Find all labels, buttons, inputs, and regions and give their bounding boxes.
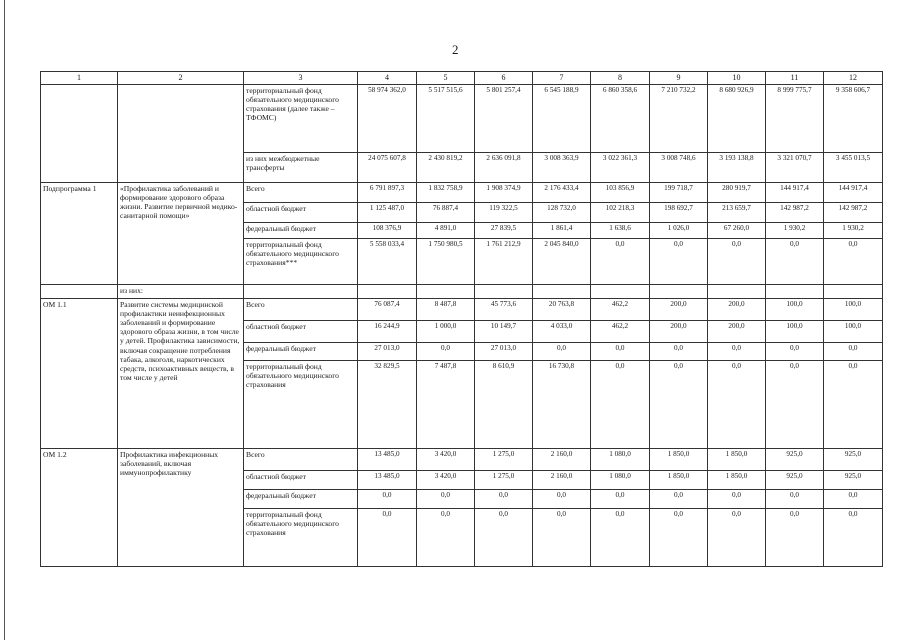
column-header: 3 <box>244 72 358 85</box>
amount-cell: 1 080,0 <box>591 449 650 471</box>
amount-cell: 3 420,0 <box>417 471 475 490</box>
amount-cell: 925,0 <box>824 471 883 490</box>
amount-cell: 1 000,0 <box>417 321 475 343</box>
amount-cell: 100,0 <box>824 321 883 343</box>
amount-cell: 925,0 <box>824 449 883 471</box>
program-name-cell: Развитие системы медицинской профилактики неинфекционных заболеваний и формирование здорового образа жизни, в том числе у детей. Профилактика зависимости, включая сокращение потребления табака, алкоголя, наркотических средств, психоактивных веществ, в том числе у детей <box>118 299 244 449</box>
funding-source-cell: федеральный бюджет <box>244 490 358 509</box>
column-header: 12 <box>824 72 883 85</box>
amount-cell: 8 999 775,7 <box>766 85 824 153</box>
funding-source-cell: Всего <box>244 183 358 203</box>
amount-cell: 3 008 748,6 <box>650 153 708 183</box>
amount-cell: 13 485,0 <box>358 449 417 471</box>
amount-cell: 200,0 <box>708 299 766 321</box>
amount-cell: 0,0 <box>591 343 650 361</box>
amount-cell: 16 244,9 <box>358 321 417 343</box>
empty-cell <box>708 285 766 299</box>
column-header: 6 <box>475 72 533 85</box>
amount-cell: 27 839,5 <box>475 223 533 239</box>
page-margin-line <box>4 0 5 640</box>
amount-cell: 3 008 363,9 <box>533 153 591 183</box>
amount-cell: 3 321 070,7 <box>766 153 824 183</box>
amount-cell: 128 732,0 <box>533 203 591 223</box>
amount-cell: 925,0 <box>766 449 824 471</box>
amount-cell: 1 850,0 <box>708 449 766 471</box>
amount-cell: 1 832 758,9 <box>417 183 475 203</box>
amount-cell: 3 420,0 <box>417 449 475 471</box>
amount-cell: 45 773,6 <box>475 299 533 321</box>
empty-cell <box>41 285 118 299</box>
column-header: 4 <box>358 72 417 85</box>
column-header: 1 <box>41 72 118 85</box>
amount-cell: 1 080,0 <box>591 471 650 490</box>
column-header: 9 <box>650 72 708 85</box>
amount-cell: 5 801 257,4 <box>475 85 533 153</box>
amount-cell: 3 455 013,5 <box>824 153 883 183</box>
column-header: 7 <box>533 72 591 85</box>
amount-cell: 0,0 <box>650 490 708 509</box>
budget-table <box>40 71 883 567</box>
amount-cell: 0,0 <box>533 509 591 567</box>
amount-cell: 462,2 <box>591 321 650 343</box>
program-code-cell: ОМ 1.2 <box>41 449 118 567</box>
empty-cell <box>824 285 883 299</box>
amount-cell: 1 930,2 <box>824 223 883 239</box>
amount-cell: 200,0 <box>650 321 708 343</box>
amount-cell: 1 861,4 <box>533 223 591 239</box>
amount-cell: 119 322,5 <box>475 203 533 223</box>
funding-source-cell: областной бюджет <box>244 203 358 223</box>
funding-source-cell: Всего <box>244 299 358 321</box>
amount-cell: 0,0 <box>417 490 475 509</box>
amount-cell: 0,0 <box>824 509 883 567</box>
column-header: 8 <box>591 72 650 85</box>
amount-cell: 0,0 <box>766 343 824 361</box>
amount-cell: 144 917,4 <box>824 183 883 203</box>
empty-cell <box>417 285 475 299</box>
amount-cell: 0,0 <box>358 490 417 509</box>
amount-cell: 0,0 <box>708 239 766 285</box>
amount-cell: 198 692,7 <box>650 203 708 223</box>
amount-cell: 142 987,2 <box>766 203 824 223</box>
empty-cell <box>244 285 358 299</box>
amount-cell: 0,0 <box>650 361 708 449</box>
amount-cell: 4 033,0 <box>533 321 591 343</box>
amount-cell: 1 761 212,9 <box>475 239 533 285</box>
amount-cell: 100,0 <box>766 321 824 343</box>
program-name-cell <box>118 85 244 183</box>
amount-cell: 0,0 <box>650 239 708 285</box>
amount-cell: 0,0 <box>824 343 883 361</box>
amount-cell: 0,0 <box>708 490 766 509</box>
amount-cell: 0,0 <box>591 509 650 567</box>
amount-cell: 0,0 <box>824 490 883 509</box>
funding-source-cell: областной бюджет <box>244 321 358 343</box>
amount-cell: 0,0 <box>591 361 650 449</box>
amount-cell: 100,0 <box>766 299 824 321</box>
column-header: 5 <box>417 72 475 85</box>
page-number: 2 <box>452 42 459 57</box>
funding-source-cell: Всего <box>244 449 358 471</box>
amount-cell: 6 860 358,6 <box>591 85 650 153</box>
amount-cell: 0,0 <box>766 509 824 567</box>
column-header: 2 <box>118 72 244 85</box>
amount-cell: 108 376,9 <box>358 223 417 239</box>
amount-cell: 1 026,0 <box>650 223 708 239</box>
amount-cell: 200,0 <box>708 321 766 343</box>
amount-cell: 13 485,0 <box>358 471 417 490</box>
amount-cell: 2 045 840,0 <box>533 239 591 285</box>
amount-cell: 9 358 606,7 <box>824 85 883 153</box>
program-code-cell: Подпрограмма 1 <box>41 183 118 285</box>
amount-cell: 10 149,7 <box>475 321 533 343</box>
amount-cell: 0,0 <box>766 490 824 509</box>
empty-cell <box>591 285 650 299</box>
amount-cell: 20 763,8 <box>533 299 591 321</box>
table-row <box>41 85 883 153</box>
amount-cell: 0,0 <box>766 239 824 285</box>
amount-cell: 199 718,7 <box>650 183 708 203</box>
amount-cell: 5 517 515,6 <box>417 85 475 153</box>
amount-cell: 27 013,0 <box>358 343 417 361</box>
program-name-cell: Профилактика инфекционных заболеваний, включая иммунопрофилактику <box>118 449 244 567</box>
amount-cell: 0,0 <box>824 361 883 449</box>
amount-cell: 7 210 732,2 <box>650 85 708 153</box>
table-row <box>41 183 883 203</box>
amount-cell: 1 850,0 <box>650 471 708 490</box>
amount-cell: 3 193 138,8 <box>708 153 766 183</box>
funding-source-cell: федеральный бюджет <box>244 343 358 361</box>
empty-cell <box>650 285 708 299</box>
program-code-cell <box>41 85 118 183</box>
amount-cell: 0,0 <box>591 239 650 285</box>
amount-cell: 0,0 <box>591 490 650 509</box>
amount-cell: 5 558 033,4 <box>358 239 417 285</box>
program-name-cell: «Профилактика заболеваний и формирование здорового образа жизни. Развитие первичной медико-санитарной помощи» <box>118 183 244 285</box>
amount-cell: 27 013,0 <box>475 343 533 361</box>
amount-cell: 0,0 <box>824 239 883 285</box>
amount-cell: 1 275,0 <box>475 449 533 471</box>
amount-cell: 8 487,8 <box>417 299 475 321</box>
amount-cell: 2 160,0 <box>533 471 591 490</box>
amount-cell: 1 930,2 <box>766 223 824 239</box>
amount-cell: 58 974 362,0 <box>358 85 417 153</box>
of-which-label: из них: <box>118 285 244 299</box>
program-code-cell: ОМ 1.1 <box>41 299 118 449</box>
amount-cell: 8 680 926,9 <box>708 85 766 153</box>
amount-cell: 67 260,0 <box>708 223 766 239</box>
funding-source-cell: федеральный бюджет <box>244 223 358 239</box>
amount-cell: 1 850,0 <box>650 449 708 471</box>
of-which-row <box>41 285 883 299</box>
amount-cell: 0,0 <box>650 343 708 361</box>
amount-cell: 0,0 <box>708 509 766 567</box>
empty-cell <box>475 285 533 299</box>
funding-source-cell: территориальный фонд обязательного медицинского страхования*** <box>244 239 358 285</box>
amount-cell: 142 987,2 <box>824 203 883 223</box>
amount-cell: 1 850,0 <box>708 471 766 490</box>
amount-cell: 0,0 <box>417 343 475 361</box>
amount-cell: 103 856,9 <box>591 183 650 203</box>
amount-cell: 0,0 <box>650 509 708 567</box>
table-row <box>41 449 883 471</box>
amount-cell: 4 891,0 <box>417 223 475 239</box>
amount-cell: 2 176 433,4 <box>533 183 591 203</box>
empty-cell <box>766 285 824 299</box>
amount-cell: 2 430 819,2 <box>417 153 475 183</box>
amount-cell: 213 659,7 <box>708 203 766 223</box>
amount-cell: 200,0 <box>650 299 708 321</box>
amount-cell: 1 750 980,5 <box>417 239 475 285</box>
amount-cell: 76 087,4 <box>358 299 417 321</box>
empty-cell <box>358 285 417 299</box>
amount-cell: 2 636 091,8 <box>475 153 533 183</box>
amount-cell: 8 610,9 <box>475 361 533 449</box>
amount-cell: 144 917,4 <box>766 183 824 203</box>
table-body <box>41 85 883 567</box>
amount-cell: 925,0 <box>766 471 824 490</box>
column-header: 10 <box>708 72 766 85</box>
amount-cell: 76 887,4 <box>417 203 475 223</box>
empty-cell <box>533 285 591 299</box>
amount-cell: 32 829,5 <box>358 361 417 449</box>
amount-cell: 0,0 <box>708 361 766 449</box>
funding-source-cell: областной бюджет <box>244 471 358 490</box>
amount-cell: 24 075 607,8 <box>358 153 417 183</box>
amount-cell: 6 791 897,3 <box>358 183 417 203</box>
table-row <box>41 299 883 321</box>
amount-cell: 16 730,8 <box>533 361 591 449</box>
amount-cell: 3 022 361,3 <box>591 153 650 183</box>
column-number-row <box>41 72 883 85</box>
funding-source-cell: территориальный фонд обязательного медицинского страхования <box>244 509 358 567</box>
amount-cell: 102 218,3 <box>591 203 650 223</box>
amount-cell: 0,0 <box>766 361 824 449</box>
amount-cell: 2 160,0 <box>533 449 591 471</box>
amount-cell: 0,0 <box>708 343 766 361</box>
amount-cell: 0,0 <box>358 509 417 567</box>
amount-cell: 100,0 <box>824 299 883 321</box>
amount-cell: 6 545 188,9 <box>533 85 591 153</box>
amount-cell: 0,0 <box>533 343 591 361</box>
amount-cell: 1 638,6 <box>591 223 650 239</box>
amount-cell: 7 487,8 <box>417 361 475 449</box>
funding-source-cell: территориальный фонд обязательного медицинского страхования (далее также – ТФОМС) <box>244 85 358 153</box>
amount-cell: 0,0 <box>533 490 591 509</box>
amount-cell: 0,0 <box>475 509 533 567</box>
amount-cell: 0,0 <box>475 490 533 509</box>
amount-cell: 280 919,7 <box>708 183 766 203</box>
amount-cell: 0,0 <box>417 509 475 567</box>
amount-cell: 1 908 374,9 <box>475 183 533 203</box>
amount-cell: 1 275,0 <box>475 471 533 490</box>
amount-cell: 462,2 <box>591 299 650 321</box>
column-header: 11 <box>766 72 824 85</box>
amount-cell: 1 125 487,0 <box>358 203 417 223</box>
funding-source-cell: из них межбюджетные трансферты <box>244 153 358 183</box>
funding-source-cell: территориальный фонд обязательного медицинского страхования <box>244 361 358 449</box>
